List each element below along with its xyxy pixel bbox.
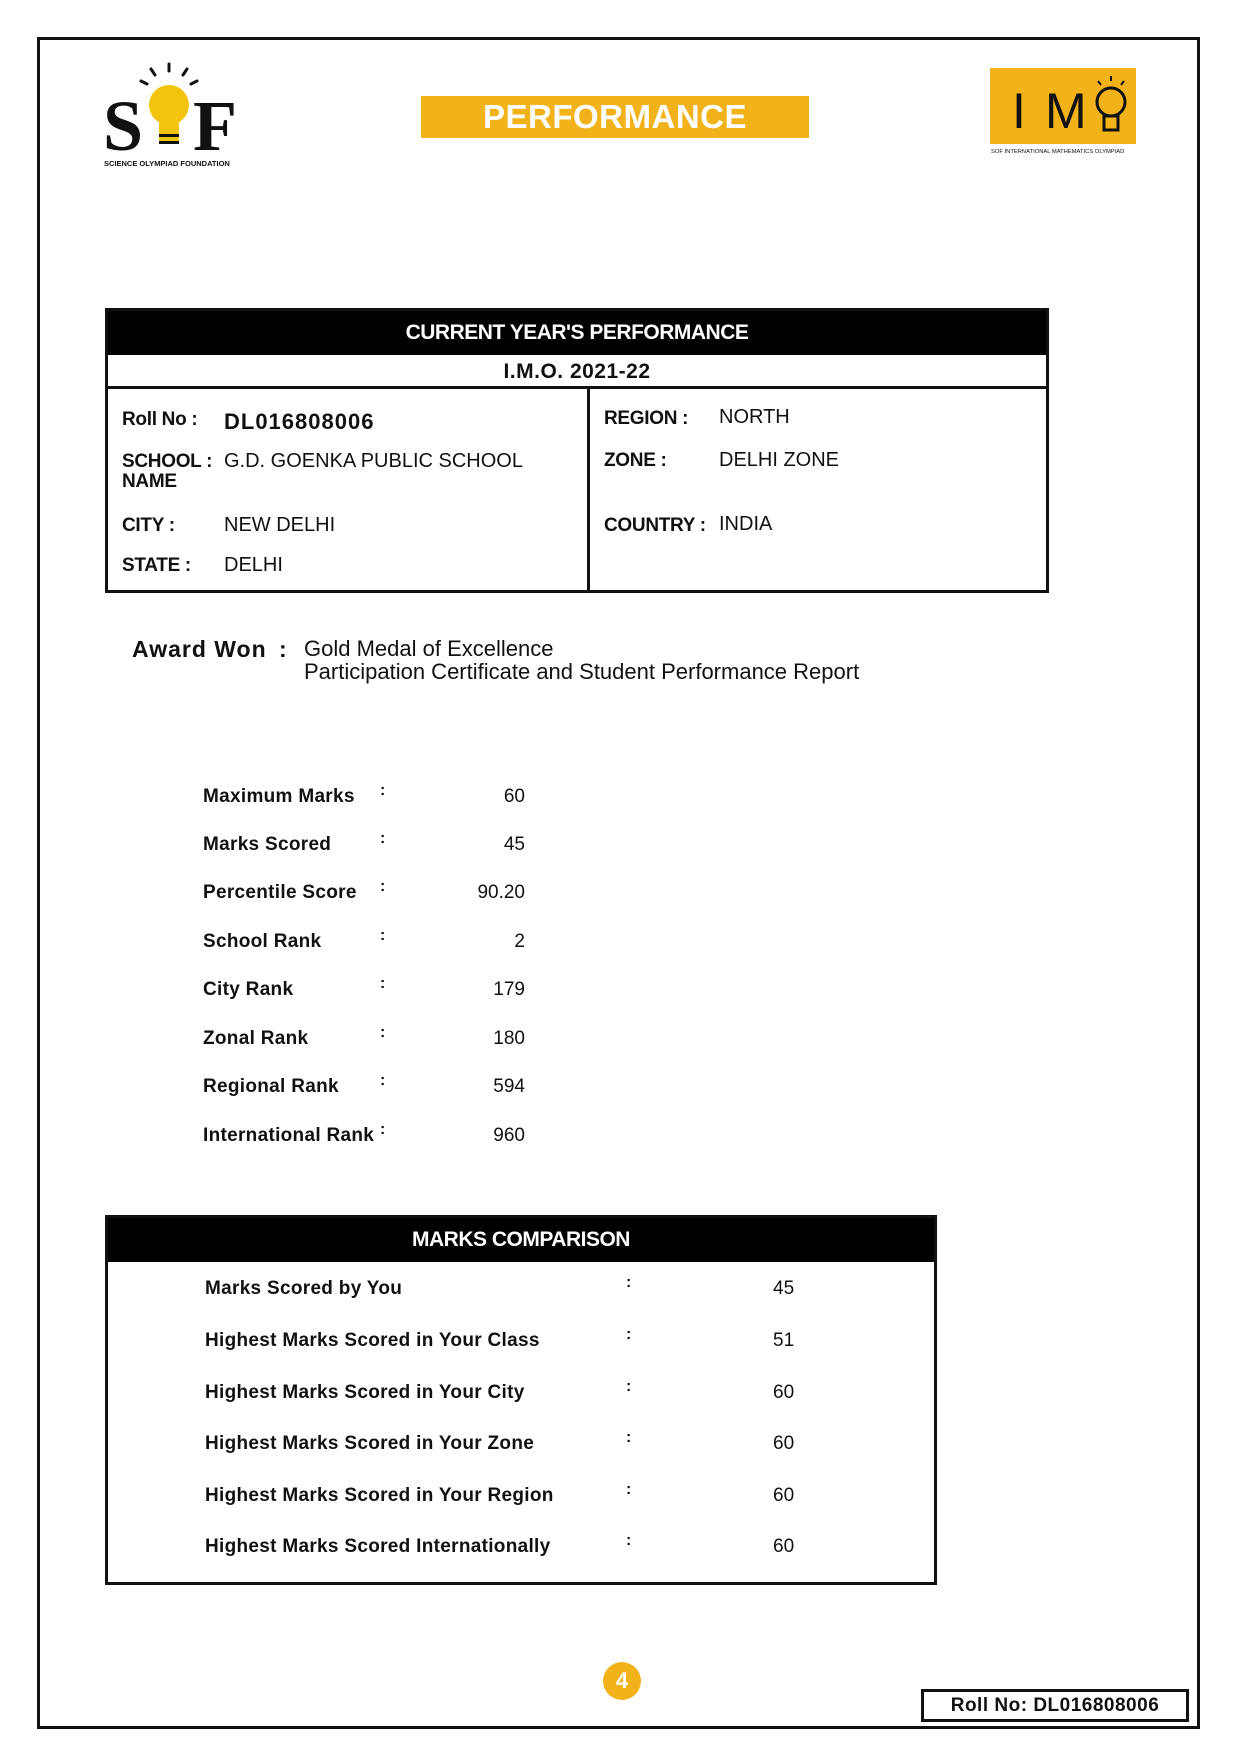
comparison-colon: : xyxy=(626,1274,632,1291)
marks-label: International Rank xyxy=(203,1125,375,1146)
svg-text:SCIENCE OLYMPIAD FOUNDATION: SCIENCE OLYMPIAD FOUNDATION xyxy=(104,159,230,168)
marks-row xyxy=(0,782,1240,816)
comparison-label: Highest Marks Scored in Your Class xyxy=(205,1330,540,1351)
city-label: CITY : xyxy=(122,515,175,536)
marks-colon: : xyxy=(380,782,386,799)
comparison-colon: : xyxy=(626,1481,632,1498)
state-label: STATE : xyxy=(122,555,191,576)
comparison-value: 60 xyxy=(773,1485,795,1506)
zone-label: ZONE : xyxy=(604,450,667,471)
svg-text:S: S xyxy=(103,86,144,166)
comparison-label: Highest Marks Scored Internationally xyxy=(205,1536,551,1557)
marks-label: Maximum Marks xyxy=(203,786,355,807)
marks-row xyxy=(0,1121,1240,1155)
school-label-name: NAME xyxy=(122,471,177,492)
svg-text:SOF INTERNATIONAL MATHEMATICS: SOF INTERNATIONAL MATHEMATICS OLYMPIAD xyxy=(991,149,1125,155)
comparison-row xyxy=(108,1532,934,1566)
comparison-value: 45 xyxy=(773,1278,795,1299)
comparison-label: Marks Scored by You xyxy=(205,1278,403,1299)
marks-colon: : xyxy=(380,1121,386,1138)
comparison-row xyxy=(108,1429,934,1463)
comparison-row xyxy=(108,1274,934,1308)
school-label: SCHOOL : xyxy=(122,451,213,472)
section-heading: CURRENT YEAR'S PERFORMANCE xyxy=(108,311,1046,355)
marks-value: 60 xyxy=(503,786,525,807)
marks-label: Zonal Rank xyxy=(203,1028,309,1049)
country-label: COUNTRY : xyxy=(604,515,706,536)
comparison-colon: : xyxy=(626,1378,632,1395)
marks-value: 90.20 xyxy=(477,882,525,903)
marks-colon: : xyxy=(380,1072,386,1089)
comparison-value: 60 xyxy=(773,1382,795,1403)
marks-label: School Rank xyxy=(203,931,322,952)
current-year-performance-box xyxy=(105,308,1049,593)
sof-logo xyxy=(103,62,241,170)
award-line-2: Participation Certificate and Student Performance Report xyxy=(304,659,860,684)
marks-colon: : xyxy=(380,830,386,847)
comparison-label: Highest Marks Scored in Your City xyxy=(205,1382,525,1403)
roll-label: Roll No : xyxy=(122,409,198,430)
marks-value: 179 xyxy=(493,979,525,1000)
zone-value: DELHI ZONE xyxy=(719,449,840,471)
marks-row xyxy=(0,878,1240,912)
comparison-row xyxy=(108,1378,934,1412)
imo-logo xyxy=(990,68,1136,156)
marks-label: City Rank xyxy=(203,979,294,1000)
marks-row xyxy=(0,975,1240,1009)
marks-label: Regional Rank xyxy=(203,1076,339,1097)
school-value: G.D. GOENKA PUBLIC SCHOOL xyxy=(224,450,523,472)
comparison-label: Highest Marks Scored in Your Zone xyxy=(205,1433,535,1454)
comparison-row xyxy=(108,1481,934,1515)
exam-title: I.M.O. 2021-22 xyxy=(108,355,1046,389)
svg-text:M: M xyxy=(1045,83,1087,139)
comparison-colon: : xyxy=(626,1326,632,1343)
svg-text:I: I xyxy=(1012,83,1026,139)
marks-value: 2 xyxy=(514,931,525,952)
column-divider xyxy=(587,389,590,590)
page-title-banner: PERFORMANCE ANALYSIS xyxy=(421,96,809,138)
marks-label: Percentile Score xyxy=(203,882,357,903)
award-colon: : xyxy=(279,636,287,662)
marks-row xyxy=(0,927,1240,961)
comparison-label: Highest Marks Scored in Your Region xyxy=(205,1485,554,1506)
marks-colon: : xyxy=(380,927,386,944)
marks-value: 180 xyxy=(493,1028,525,1049)
comparison-colon: : xyxy=(626,1429,632,1446)
city-value: NEW DELHI xyxy=(224,514,336,536)
roll-value: DL016808006 xyxy=(224,409,375,434)
marks-colon: : xyxy=(380,878,386,895)
marks-row xyxy=(0,1072,1240,1106)
comparison-value: 60 xyxy=(773,1536,795,1557)
svg-text:F: F xyxy=(193,86,237,166)
marks-colon: : xyxy=(380,975,386,992)
marks-label: Marks Scored xyxy=(203,834,332,855)
country-value: INDIA xyxy=(719,513,773,535)
award-line-1: Gold Medal of Excellence xyxy=(304,636,554,661)
marks-value: 45 xyxy=(503,834,525,855)
marks-row xyxy=(0,1024,1240,1058)
marks-value: 594 xyxy=(493,1076,525,1097)
comparison-value: 51 xyxy=(773,1330,795,1351)
page-number-badge: 4 xyxy=(603,1662,641,1700)
comparison-colon: : xyxy=(626,1532,632,1549)
marks-comparison-box xyxy=(105,1215,937,1585)
comparison-value: 60 xyxy=(773,1433,795,1454)
section-heading: MARKS COMPARISON xyxy=(108,1218,934,1262)
marks-value: 960 xyxy=(493,1125,525,1146)
region-value: NORTH xyxy=(719,406,790,428)
marks-colon: : xyxy=(380,1024,386,1041)
award-label: Award Won xyxy=(132,636,267,662)
comparison-row xyxy=(108,1326,934,1360)
footer-roll-number: Roll No: DL016808006 xyxy=(921,1689,1189,1722)
state-value: DELHI xyxy=(224,554,283,576)
region-label: REGION : xyxy=(604,408,689,429)
marks-row xyxy=(0,830,1240,864)
